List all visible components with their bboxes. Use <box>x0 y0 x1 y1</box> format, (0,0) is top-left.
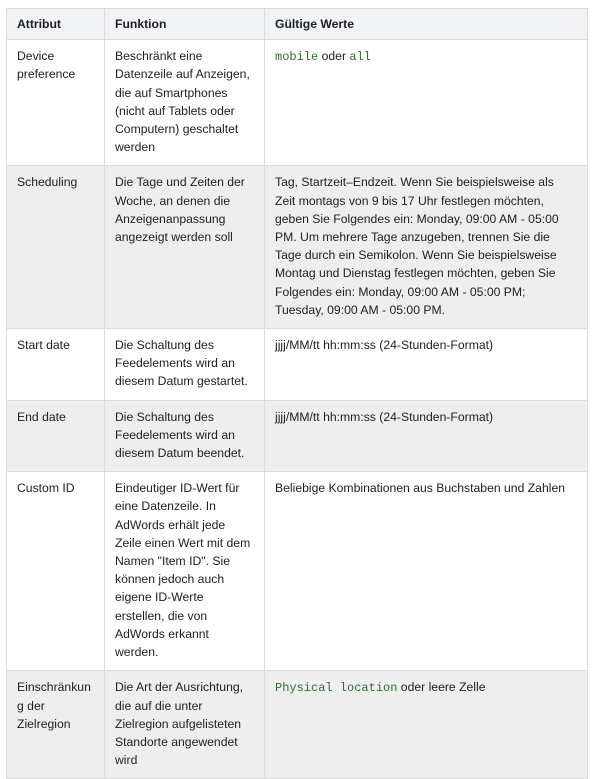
table-row <box>7 329 588 401</box>
cell-attribute: Scheduling <box>7 166 105 329</box>
value-text: oder leere Zelle <box>397 680 486 695</box>
attribute-table <box>6 8 588 779</box>
value-text: oder <box>318 49 350 64</box>
cell-function: Die Art der Ausrichtung, die auf die unter Zielregion aufgelisteten Standorte angewendet wird <box>105 671 265 779</box>
table-row <box>7 671 588 779</box>
cell-attribute: Einschränkung der Zielregion <box>7 671 105 779</box>
code-value: mobile <box>275 50 319 65</box>
table-row <box>7 40 588 166</box>
cell-attribute: Start date <box>7 329 105 401</box>
cell-attribute: End date <box>7 400 105 472</box>
cell-function: Die Tage und Zeiten der Woche, an denen die Anzeigenanpassung angezeigt werden soll <box>105 166 265 329</box>
cell-function: Die Schaltung des Feedelements wird an diesem Datum gestartet. <box>105 329 265 401</box>
table-header-row <box>7 9 588 40</box>
cell-attribute: Device preference <box>7 40 105 166</box>
cell-valid-values: jjjj/MM/tt hh:mm:ss (24-Stunden-Format) <box>265 329 588 401</box>
attribute-table-container <box>6 8 587 779</box>
cell-valid-values: jjjj/MM/tt hh:mm:ss (24-Stunden-Format) <box>265 400 588 472</box>
table-row <box>7 400 588 472</box>
cell-valid-values <box>265 40 588 166</box>
cell-function: Die Schaltung des Feedelements wird an diesem Datum beendet. <box>105 400 265 472</box>
header-valid-values: Gültige Werte <box>265 9 588 40</box>
cell-valid-values <box>265 671 588 779</box>
cell-function: Eindeutiger ID-Wert für eine Datenzeile. In AdWords erhält jede Zeile einen Wert mit dem Namen "Item ID". Sie können jedoch auch eigene ID-Werte erstellen, die von AdWords erkannt werden. <box>105 472 265 671</box>
cell-function: Beschränkt eine Datenzeile auf Anzeigen, die auf Smartphones (nicht auf Tablets oder Computern) geschaltet werden <box>105 40 265 166</box>
cell-valid-values: Tag, Startzeit–Endzeit. Wenn Sie beispielsweise als Zeit montags von 9 bis 17 Uhr festlegen möchten, geben Sie Folgendes ein: Monday, 09:00 AM - 05:00 PM. Um mehrere Tage anzugeben, trennen Sie die Tage durch ein Semikolon. Wenn Sie beispielsweise Montag und Dienstag festlegen möchten, geben Sie Folgendes ein: Monday, 09:00 AM - 05:00 PM; Tuesday, 09:00 AM - 05:00 PM. <box>265 166 588 329</box>
cell-attribute: Custom ID <box>7 472 105 671</box>
header-function: Funktion <box>105 9 265 40</box>
table-row <box>7 166 588 329</box>
cell-valid-values: Beliebige Kombinationen aus Buchstaben und Zahlen <box>265 472 588 671</box>
table-row <box>7 472 588 671</box>
header-attribute: Attribut <box>7 9 105 40</box>
code-value: all <box>349 50 371 65</box>
code-value: Physical location <box>275 681 398 696</box>
